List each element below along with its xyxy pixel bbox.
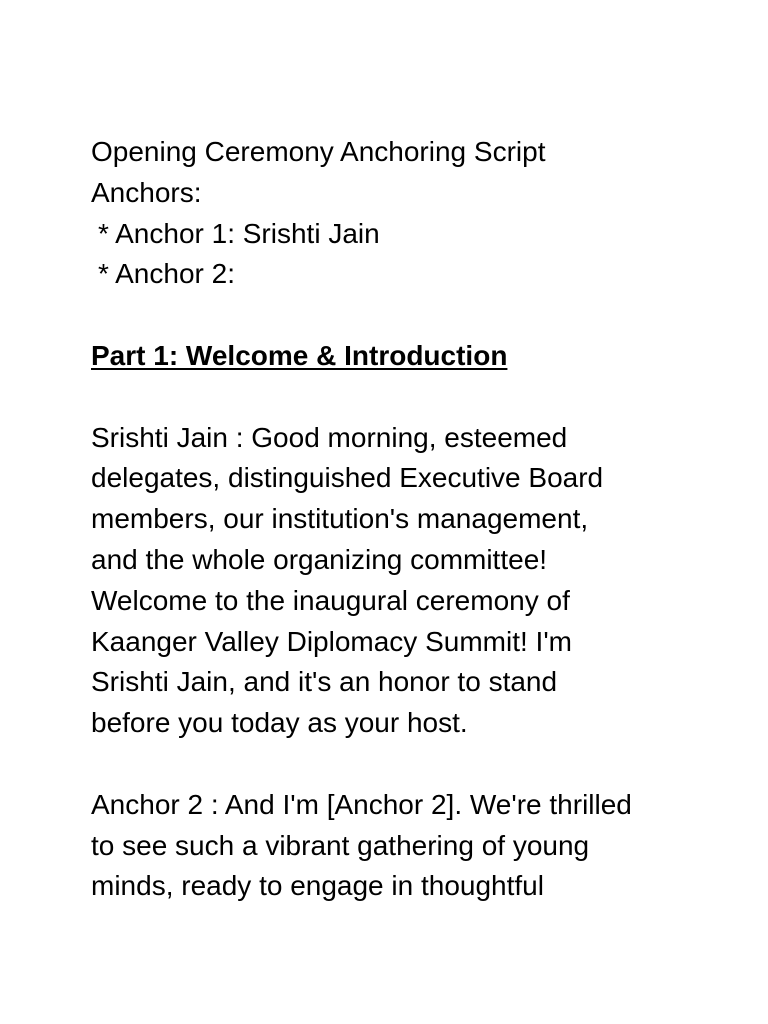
paragraph-line: to see such a vibrant gathering of young — [91, 829, 590, 861]
section-heading: Part 1: Welcome & Introduction — [91, 339, 508, 371]
paragraph-line: Srishti Jain : Good morning, esteemed — [91, 421, 568, 453]
document-title: Opening Ceremony Anchoring Script — [91, 136, 546, 167]
document-page — [91, 132, 731, 907]
paragraph-anchor-2 — [91, 785, 731, 907]
anchors-label: Anchors: — [91, 176, 202, 208]
spacer — [91, 744, 731, 785]
paragraph-line: delegates, distinguished Executive Board — [91, 462, 604, 494]
anchor-list-item: * Anchor 1: Srishti Jain — [98, 217, 380, 249]
paragraph-line: members, our institution's management, — [91, 503, 589, 535]
paragraph-welcome — [91, 418, 731, 744]
spacer — [91, 377, 731, 418]
anchor-list-item: * Anchor 2: — [98, 258, 235, 290]
paragraph-line: and the whole organizing committee! — [91, 543, 548, 575]
paragraph-line: before you today as your host. — [91, 707, 468, 739]
paragraph-line: Welcome to the inaugural ceremony of — [91, 584, 570, 616]
paragraph-line: Kaanger Valley Diplomacy Summit! I'm — [91, 625, 572, 657]
paragraph-line: minds, ready to engage in thoughtful — [91, 870, 544, 902]
spacer — [91, 295, 731, 336]
paragraph-line: Anchor 2 : And I'm [Anchor 2]. We're thrilled — [91, 788, 632, 820]
paragraph-line: Srishti Jain, and it's an honor to stand — [91, 666, 558, 698]
